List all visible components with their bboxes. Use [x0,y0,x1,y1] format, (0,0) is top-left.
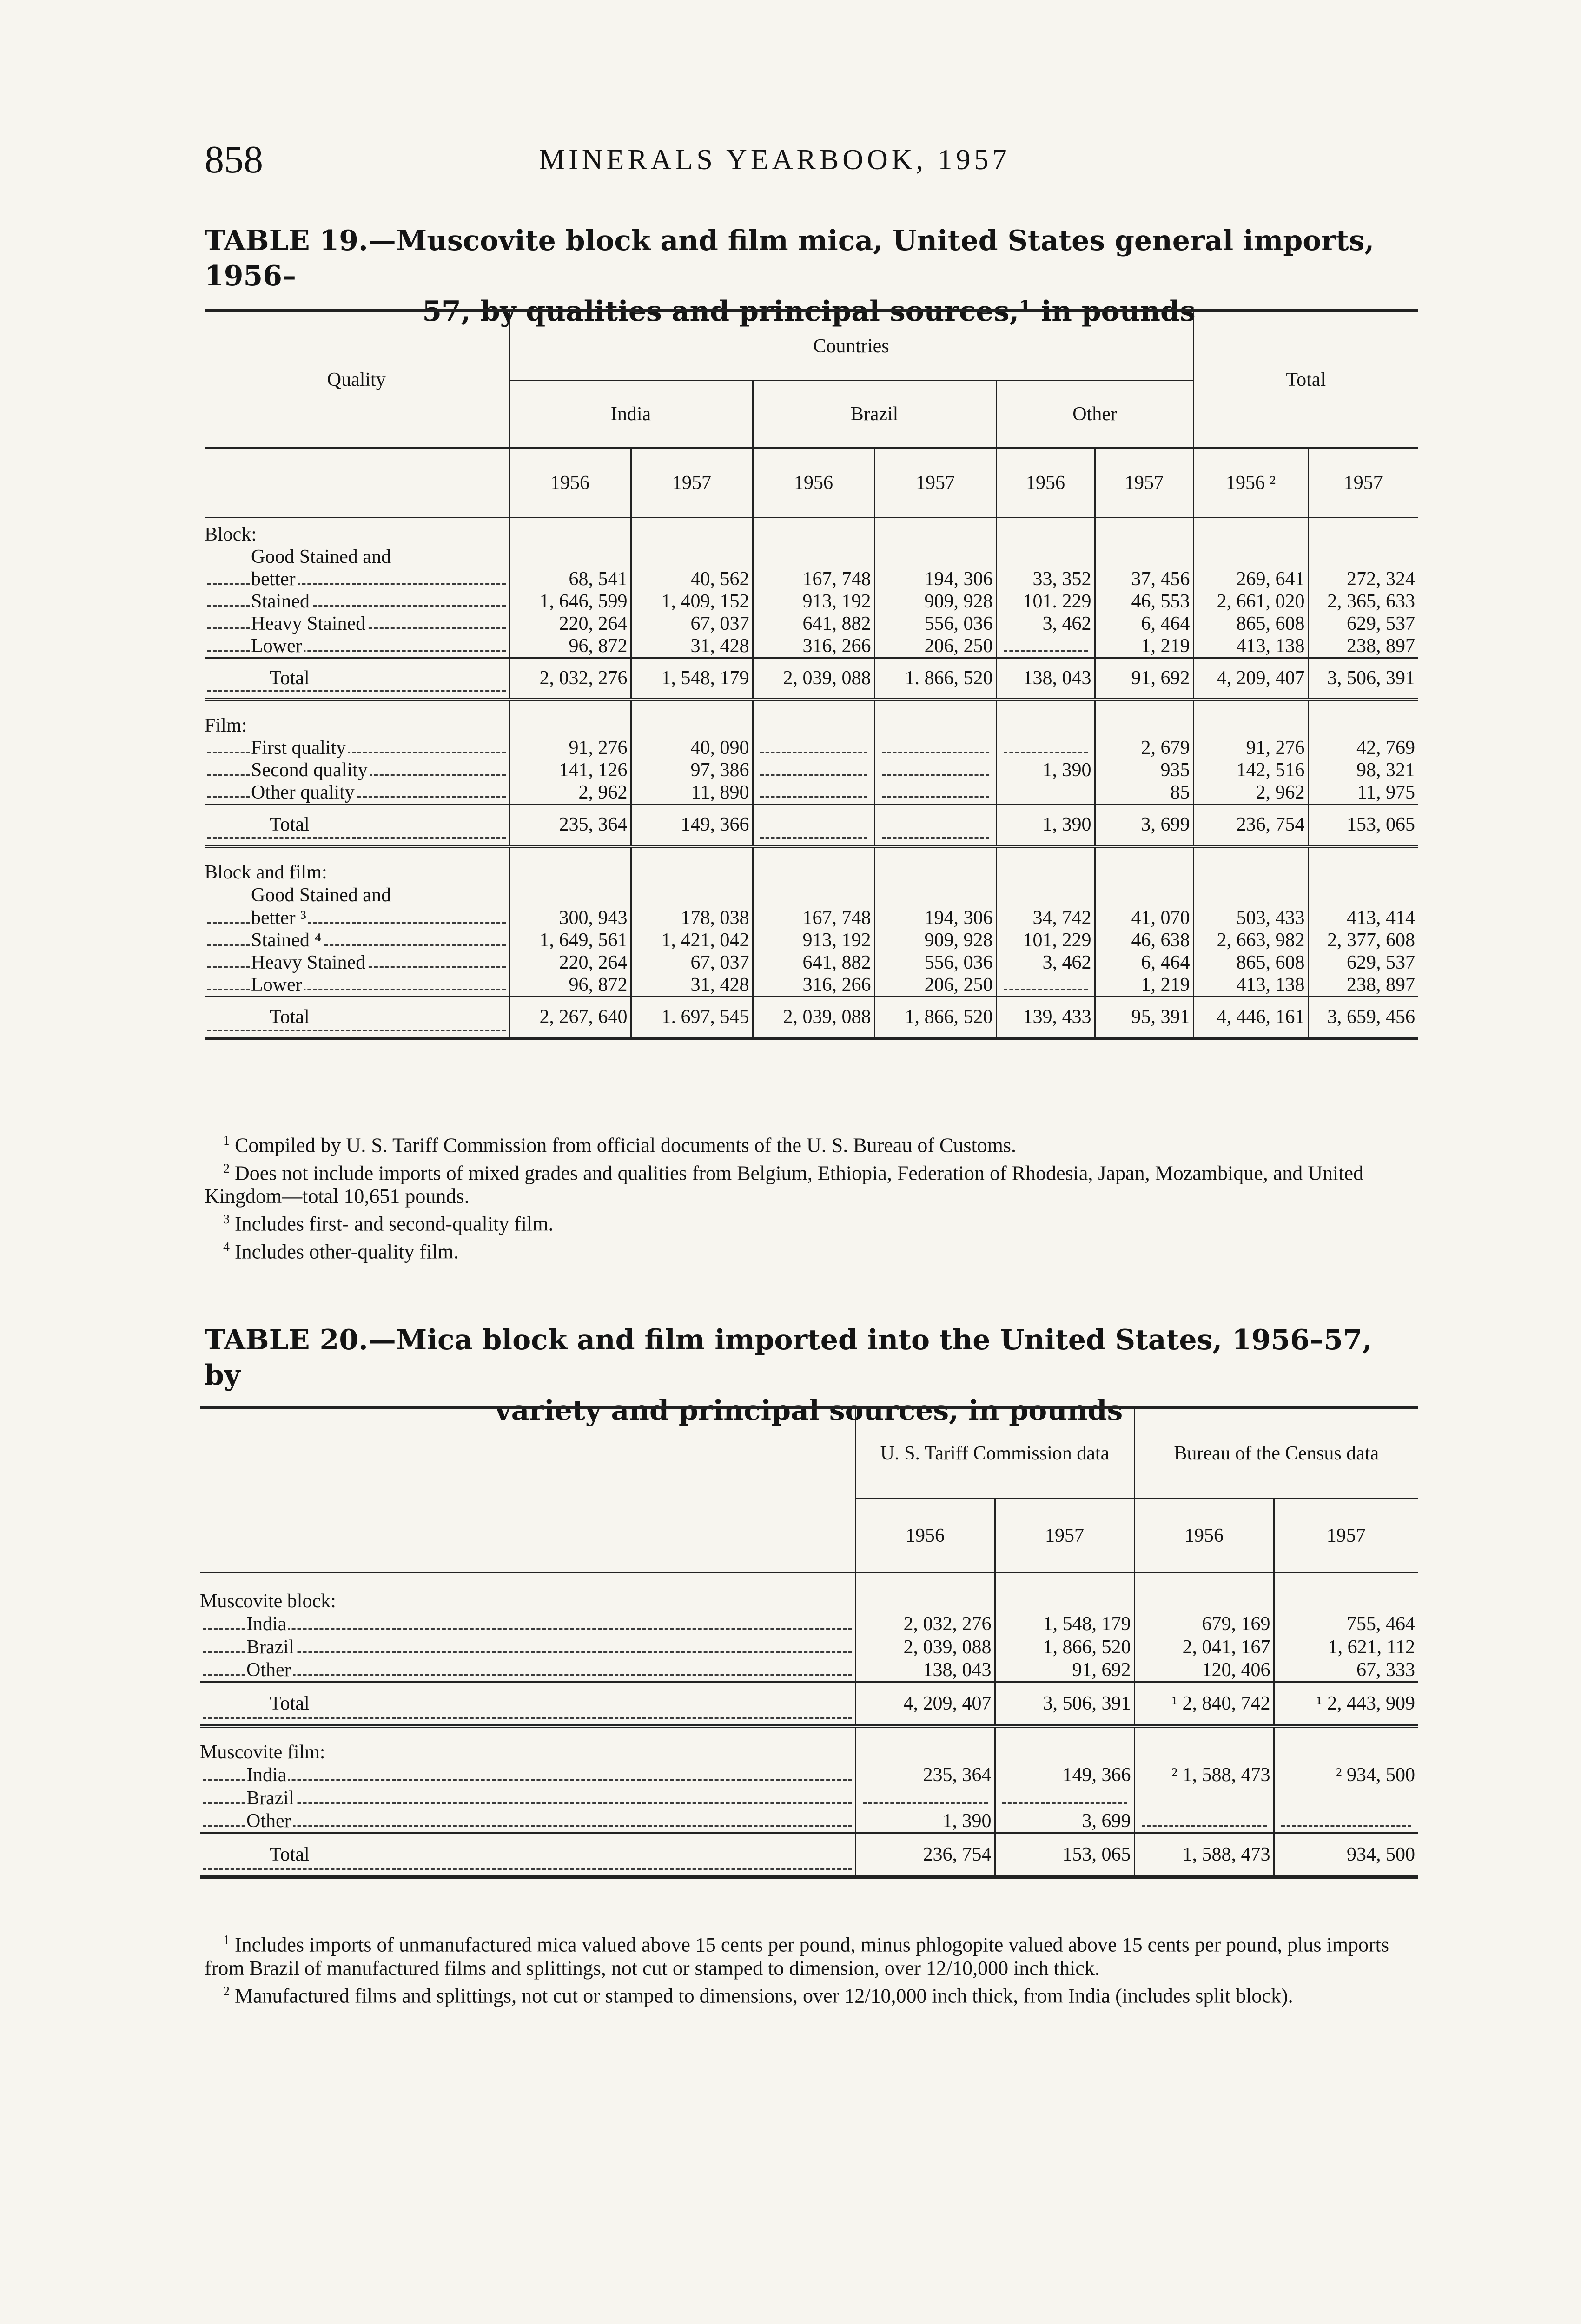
table20-title-line1: TABLE 20.—Mica block and film imported into the United States, 1956–57, by [205,1324,1372,1392]
header-spacer [200,1408,855,1499]
table-row: Other 138, 043 91, 692 120, 406 67, 333 [200,1659,1418,1682]
table-row: India 2, 032, 276 1, 548, 179 679, 169 755, 464 [200,1612,1418,1636]
header-tariff-1956: 1956 [855,1499,995,1573]
table-row: Brazil [200,1787,1418,1810]
header-census-1956: 1956 [1134,1499,1274,1573]
table-row: Heavy Stained 220, 264 67, 037 641, 882 556, 036 3, 462 6, 464 865, 608 629, 537 [205,951,1418,974]
header-countries: Countries [509,311,1193,381]
table-row: Total 2, 267, 640 1. 697, 545 2, 039, 088 1, 866, 520 139, 433 95, 391 4, 446, 161 3, 659, 456 [205,997,1418,1038]
table-row: First quality 91, 276 40, 090 2, 679 91, 276 42, 769 [205,737,1418,759]
section-block-and-film: Block and film: [205,861,327,883]
page-number: 858 [205,138,263,181]
table-row: Total 2, 032, 276 1, 548, 179 2, 039, 088 1. 866, 520 138, 043 91, 692 4, 209, 407 3, 506, 391 [205,658,1418,700]
table-row: Other quality 2, 962 11, 890 85 2, 962 11, 975 [205,781,1418,805]
table-row: Total 4, 209, 407 3, 506, 391 ¹ 2, 840, 742 ¹ 2, 443, 909 [200,1682,1418,1726]
table-row: Stained 1, 646, 599 1, 409, 152 913, 192 909, 928 101. 229 46, 553 2, 661, 020 2, 365, 633 [205,590,1418,613]
table-row: Brazil 2, 039, 088 1, 866, 520 2, 041, 167 1, 621, 112 [200,1636,1418,1659]
table20-title-line2: variety and principal sources, in pounds [495,1394,1123,1427]
table-row: better 68, 541 40, 562 167, 748 194, 306 33, 352 37, 456 269, 641 272, 324 [205,568,1418,590]
section-block: Block: [205,523,257,545]
table20 [200,1406,1418,1879]
header-india: India [509,381,753,448]
table-row: Total 236, 754 153, 065 1, 588, 473 934, 500 [200,1833,1418,1877]
row-label-line: Good Stained and [251,546,391,568]
header-brazil-1956: 1956 [753,448,874,518]
header-tariff: U. S. Tariff Commission data [855,1408,1134,1499]
header-brazil-1957: 1957 [874,448,996,518]
table-row: Other 1, 390 3, 699 [200,1810,1418,1833]
section-film: Film: [205,715,247,736]
header-other: Other [996,381,1193,448]
header-census-1957: 1957 [1274,1499,1418,1573]
header-total: Total [1193,311,1418,448]
header-tariff-1957: 1957 [995,1499,1134,1573]
table19 [205,309,1418,1040]
table20-footnotes: $^1$ Includes imports of unmanufactured mica valued above 15 cents per pound, minus phlogopite valued above 15 cents per pound, plus imports from Brazil of manufactured films and splittings, not cut or stamped to dimension, over 12/10,000 inch thick. $^2$ Manufactured films and splittings, not cut or stamped to dimensions, over 12/10,000 inch thick, from India (includes split block). [205,1933,1389,2007]
header-quality: Quality [205,311,509,448]
header-spacer [205,448,509,518]
table-row: Lower 96, 872 31, 428 316, 266 206, 250 1, 219 413, 138 238, 897 [205,974,1418,997]
header-india-1957: 1957 [631,448,753,518]
table-row: better ³ 300, 943 178, 038 167, 748 194, 306 34, 742 41, 070 503, 433 413, 414 [205,907,1418,929]
running-head [205,137,1395,184]
table-row: Stained ⁴ 1, 649, 561 1, 421, 042 913, 192 909, 928 101, 229 46, 638 2, 663, 982 2, 377, 608 [205,929,1418,951]
table19-title-line2: 57, by qualities and principal sources,¹ in pounds [422,295,1196,328]
header-spacer [200,1499,855,1573]
header-census: Bureau of the Census data [1134,1408,1418,1499]
row-label-line: Good Stained and [251,884,391,906]
section-muscovite-block: Muscovite block: [200,1590,336,1612]
running-title: MINERALS YEARBOOK, 1957 [539,144,1011,176]
table-row: India 235, 364 149, 366 ² 1, 588, 473 ² 934, 500 [200,1763,1418,1787]
table-row: Total 235, 364 149, 366 1, 390 3, 699 236, 754 153, 065 [205,805,1418,846]
table19-footnotes: $^1$ Compiled by U. S. Tariff Commission from official documents of the U. S. Bureau of Customs. $^2$ Does not include imports of mixed grades and qualities from Belgium, Ethiopia, Federation of Rhodesia, Japan, Mozambique, and United Kingdom—total 10,651 pounds. $^3$ Includes first- and second-quality film. $^4$ Includes other-quality film. [205,1134,1364,1263]
header-other-1956: 1956 [996,448,1095,518]
section-muscovite-film: Muscovite film: [200,1741,325,1763]
table-row: Heavy Stained 220, 264 67, 037 641, 882 556, 036 3, 462 6, 464 865, 608 629, 537 [205,613,1418,635]
header-brazil: Brazil [753,381,996,448]
header-total-1957: 1957 [1308,448,1418,518]
header-other-1957: 1957 [1095,448,1193,518]
table-row: Second quality 141, 126 97, 386 1, 390 935 142, 516 98, 321 [205,759,1418,781]
table-row: Lower 96, 872 31, 428 316, 266 206, 250 1, 219 413, 138 238, 897 [205,635,1418,658]
header-india-1956: 1956 [509,448,631,518]
table19-title-line1: TABLE 19.—Muscovite block and film mica, United States general imports, 1956– [205,224,1375,292]
header-total-1956: 1956 ² [1193,448,1308,518]
